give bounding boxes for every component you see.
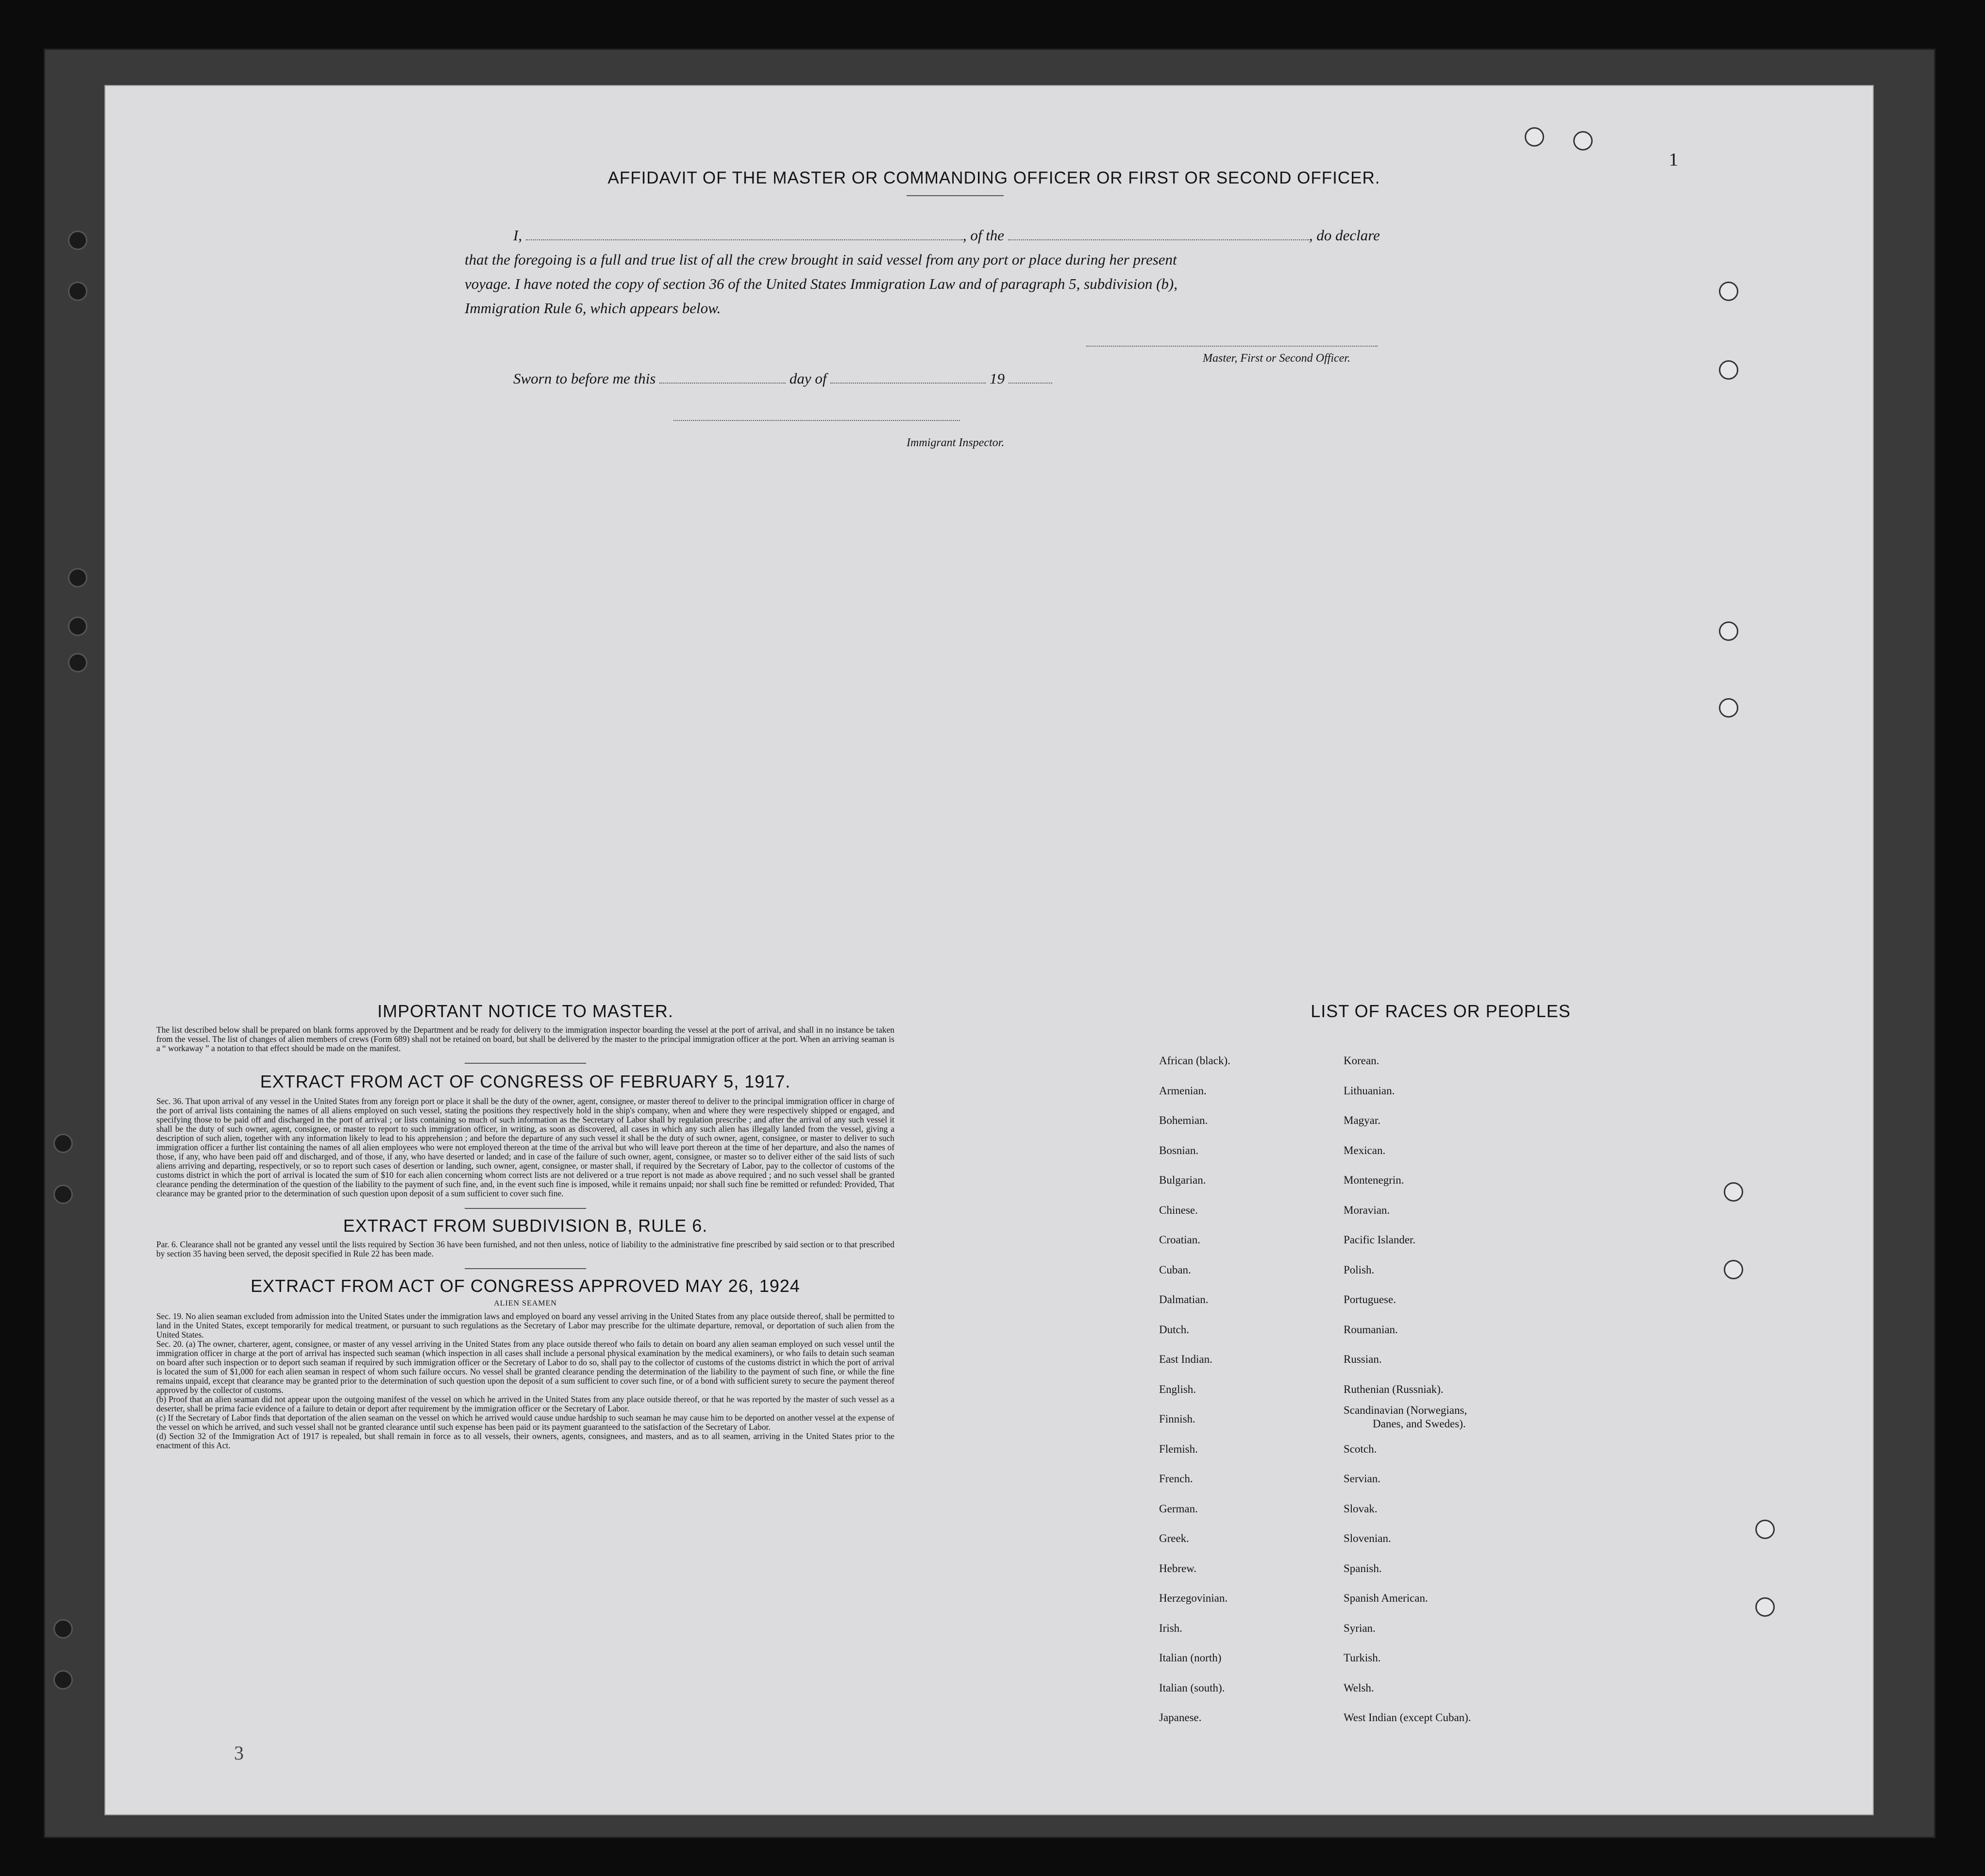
race-item: Syrian. <box>1344 1622 1376 1634</box>
binder-hole <box>68 653 87 672</box>
race-item: Scotch. <box>1344 1442 1377 1455</box>
corner-mark: 1 <box>1669 150 1678 170</box>
subdivisionB-heading: EXTRACT FROM SUBDIVISION B, RULE 6. <box>343 1216 708 1236</box>
affidavit-line1 <box>513 227 1533 244</box>
binder-hole <box>1724 1260 1743 1279</box>
race-item: Bosnian. <box>1159 1144 1199 1156</box>
race-item: Bohemian. <box>1159 1114 1208 1126</box>
binder-hole <box>1724 1182 1743 1202</box>
extract1924-paragraph: (b) Proof that an alien seaman did not appear upon the outgoing manifest of the vessel on which he arrived in the United States from any place outside thereof, or that he was reported by the master of such vessel as a deserter, shall be prima facie evidence of a failure to detain or deport after requirement by the immigration officer or the Secretary of Labor. <box>156 1394 894 1413</box>
sworn-year-field[interactable] <box>1009 370 1052 384</box>
divider <box>465 1063 586 1064</box>
binder-hole <box>1719 698 1738 718</box>
sworn-day-field[interactable] <box>659 370 786 384</box>
affidavit-i: I, <box>513 227 522 244</box>
race-item: Montenegrin. <box>1344 1174 1404 1186</box>
race-item: Slovenian. <box>1344 1532 1391 1544</box>
race-item: Portuguese. <box>1344 1293 1396 1306</box>
race-item: Scandinavian (Norwegians, <box>1344 1404 1467 1416</box>
race-item: Welsh. <box>1344 1681 1374 1694</box>
race-item: Spanish. <box>1344 1562 1382 1574</box>
bottom-mark: 3 <box>234 1742 244 1764</box>
race-item: Roumanian. <box>1344 1323 1398 1336</box>
extract1917-text: Sec. 36. That upon arrival of any vessel in the United States from any foreign port or place it shall be the duty of the owner, agent, consignee, or master thereof to deliver to the principal immigration officer in charge of the port of arrival lists containing the names of all aliens employed on such vessel, stating the positions they respectively hold in the ship's company, when and where they were respectively shipped or engaged, and specifying those to be paid off and discharged in the port of arrival ; or lists containing so much of such information as the Secretary of Labor shall by regulation prescribe ; and after the arrival of any such vessel it shall be the duty of such owner, agent, consignee, or master to report to such immigration officer, in writing, as soon as discovered, all cases in which any such alien has illegally landed from the vessel, giving a description of such alien, together with any information likely to lead to his apprehension ; and before the departure of any such vessel it shall be the duty of such owner, agent, consignee, or master to deliver to such immigration officer a further list containing the names of all alien employees who were not employed thereon at the time of the arrival but who will leave port thereon at the time of her departure, and also the names of those, if any, who have been paid off and discharged, and of those, if any, who have deserted or landed; and in case of the failure of such owner, agent, consignee, or master so to deliver either of the said lists of such aliens arriving and departing, respectively, or so to report such cases of desertion or landing, such owner, agent, consignee, or master shall, if required by the Secretary of Labor, pay to the collector of customs of the customs district in which the port of arrival is located the sum of $10 for each alien concerning whom correct lists are not delivered or a true report is not made as above required ; and no such vessel shall be granted clearance pending the determination of the question of the liability to the payment of such fine, and, in the event such fine is imposed, while it remains unpaid; nor shall such fine be remitted or refunded: Provided, That clearance may be granted prior to the determination of such question upon deposit of a sum sufficient to cover such fine. <box>156 1096 894 1198</box>
extract1924-paragraph: (d) Section 32 of the Immigration Act of 1917 is repealed, but shall remain in force as to all vessels, their owners, agents, consignees, and masters, and as to all seamen, arriving in the United States prior to the enactment of this Act. <box>156 1431 894 1450</box>
race-item: Servian. <box>1344 1473 1381 1485</box>
race-item: Japanese. <box>1159 1711 1202 1724</box>
document-page <box>104 85 1874 1815</box>
race-item: Italian (south). <box>1159 1681 1225 1694</box>
inspector-label: Immigrant Inspector. <box>907 436 1005 449</box>
sworn-line <box>513 370 1193 387</box>
notices-column <box>156 1001 894 1450</box>
race-item: German. <box>1159 1502 1198 1515</box>
name-field[interactable] <box>526 227 963 240</box>
race-item: French. <box>1159 1473 1193 1485</box>
race-item: Chinese. <box>1159 1204 1198 1216</box>
divider <box>465 1268 586 1269</box>
binder-hole <box>1755 1520 1775 1539</box>
race-item: Moravian. <box>1344 1204 1390 1216</box>
extract1917-heading: EXTRACT FROM ACT OF CONGRESS OF FEBRUARY 5, 1917. <box>260 1072 791 1091</box>
sworn-year: 19 <box>989 370 1005 387</box>
binder-hole <box>1719 282 1738 301</box>
race-item: Irish. <box>1159 1622 1182 1634</box>
binder-hole <box>1719 360 1738 380</box>
race-item: Lithuanian. <box>1344 1084 1395 1097</box>
vessel-field[interactable] <box>1008 227 1309 240</box>
divider <box>465 1208 586 1209</box>
race-item: Dalmatian. <box>1159 1293 1209 1306</box>
affidavit-of-the: , of the <box>962 227 1005 244</box>
race-item-continuation: Danes, and Swedes). <box>1373 1418 1466 1430</box>
race-item: Finnish. <box>1159 1413 1195 1425</box>
signature-line[interactable] <box>1086 346 1378 347</box>
race-item: Ruthenian (Russniak). <box>1344 1383 1444 1395</box>
race-item: Croatian. <box>1159 1234 1200 1246</box>
binder-hole <box>53 1619 73 1639</box>
binder-hole <box>1719 621 1738 641</box>
extract1924-paragraph: Sec. 20. (a) The owner, charterer, agent, consignee, or master of any vessel arriving in the United States from any place outside thereof who fails to detain on board any alien seaman employed on such vessel until the immigration officer in charge at the port of arrival has inspected such seaman (which inspection in all cases shall include a personal physical examination by the medical examiners), or who fails to detain such seaman on board after such inspection or to deport such seaman if required by such immigration officer or the Secretary of Labor to do so, shall pay to the collector of customs of the customs district in which the port of arrival is located the sum of $1,000 for each alien seaman in respect of whom such failure occurs. No vessel shall be granted clearance pending the determination of the liability to the payment of such fine, or while the fine remains unpaid, except that clearance may be granted prior to the determination of such question upon the deposit of a sum sufficient to cover such fine, or of a bond with sufficient surety to secure the payment thereof approved by the collector of customs. <box>156 1339 894 1395</box>
binder-hole <box>68 617 87 636</box>
notice-heading: IMPORTANT NOTICE TO MASTER. <box>377 1001 673 1021</box>
sworn-prefix: Sworn to before me this <box>513 370 656 387</box>
race-item: Polish. <box>1344 1263 1375 1276</box>
signature-label: Master, First or Second Officer. <box>1203 352 1350 365</box>
race-item: Armenian. <box>1159 1084 1207 1097</box>
binder-hole <box>53 1185 73 1204</box>
race-item: Cuban. <box>1159 1263 1191 1276</box>
race-item: Dutch. <box>1159 1323 1189 1336</box>
binder-hole <box>53 1134 73 1153</box>
binder-hole <box>53 1670 73 1690</box>
affidavit-title: AFFIDAVIT OF THE MASTER OR COMMANDING OFFICER OR FIRST OR SECOND OFFICER. <box>607 168 1380 187</box>
race-item: West Indian (except Cuban). <box>1344 1711 1471 1724</box>
inspector-signature-line[interactable] <box>673 420 960 421</box>
race-item: Spanish American. <box>1344 1592 1428 1604</box>
title-rule <box>907 195 1004 196</box>
race-item: Greek. <box>1159 1532 1189 1544</box>
race-item: African (black). <box>1159 1055 1230 1067</box>
binder-hole <box>1755 1597 1775 1617</box>
race-item: Bulgarian. <box>1159 1174 1206 1186</box>
extract1924-paragraph: Sec. 19. No alien seaman excluded from admission into the United States under the immigration laws and employed on board any vessel arriving in the United States from any place outside thereof, shall be permitted to land in the United States, except temporarily for medical treatment, or pursuant to such regulations as the Secretary of Labor may prescribe for the ultimate departure, removal, or deportation of such alien from the United States. <box>156 1311 894 1340</box>
binder-hole <box>1525 127 1544 147</box>
subdivisionB-text: Par. 6. Clearance shall not be granted any vessel until the lists required by Section 36 have been furnished, and not then unless, notice of liability to the administrative fine prescribed by said section or to that prescribed by section 35 having been served, the deposit specified in Rule 22 has been made. <box>156 1240 894 1258</box>
race-item: Pacific Islander. <box>1344 1234 1416 1246</box>
race-item: Slovak. <box>1344 1502 1378 1515</box>
race-item: Herzegovinian. <box>1159 1592 1228 1604</box>
sworn-day-label: day of <box>789 370 827 387</box>
race-item: Italian (north) <box>1159 1652 1222 1664</box>
race-item: Russian. <box>1344 1353 1382 1365</box>
notice-text: The list described below shall be prepared on blank forms approved by the Department and be ready for delivery to the immigration inspector boarding the vessel at the port of arrival, and shall in no instance be taken from the vessel. The list of changes of alien members of crews (Form 689) shall not be retained on board, but shall be delivered by the master to the principal immigration officer at the port. When an arriving seaman is a “ workaway ” a notation to that effect should be made on the manifest. <box>156 1025 894 1053</box>
race-item: Flemish. <box>1159 1442 1198 1455</box>
binder-hole <box>68 568 87 587</box>
binder-hole <box>1573 131 1593 151</box>
race-item: Hebrew. <box>1159 1562 1197 1574</box>
extract1924-heading: EXTRACT FROM ACT OF CONGRESS APPROVED MAY 26, 1924 <box>251 1276 800 1296</box>
race-item: Korean. <box>1344 1055 1379 1067</box>
affidavit-line4: Immigration Rule 6, which appears below. <box>465 300 721 317</box>
race-item: Turkish. <box>1344 1652 1381 1664</box>
race-item: English. <box>1159 1383 1196 1395</box>
binder-hole <box>68 231 87 250</box>
race-item: East Indian. <box>1159 1353 1212 1365</box>
extract1924-subheading: ALIEN SEAMEN <box>494 1299 557 1307</box>
affidavit-line2: that the foregoing is a full and true list of all the crew brought in said vessel from any port or place during her present <box>465 251 1177 268</box>
affidavit-line3: voyage. I have noted the copy of section 36 of the United States Immigration Law and of paragraph 5, subdivision (b), <box>465 275 1178 292</box>
race-item: Mexican. <box>1344 1144 1386 1156</box>
races-heading: LIST OF RACES OR PEOPLES <box>1311 1001 1571 1021</box>
sworn-month-field[interactable] <box>830 370 986 384</box>
extract1924-paragraph: (c) If the Secretary of Labor finds that deportation of the alien seaman on the vessel on which he arrived would cause undue hardship to such seaman he may cause him to be deported on another vessel at the expense of the vessel on which he arrived, and such vessel shall not be granted clearance until such expense has been paid or its payment guaranteed to the satisfaction of the Secretary of Labor. <box>156 1413 894 1432</box>
binder-hole <box>68 282 87 301</box>
race-item: Magyar. <box>1344 1114 1381 1126</box>
affidavit-declare: , do declare <box>1309 227 1380 244</box>
